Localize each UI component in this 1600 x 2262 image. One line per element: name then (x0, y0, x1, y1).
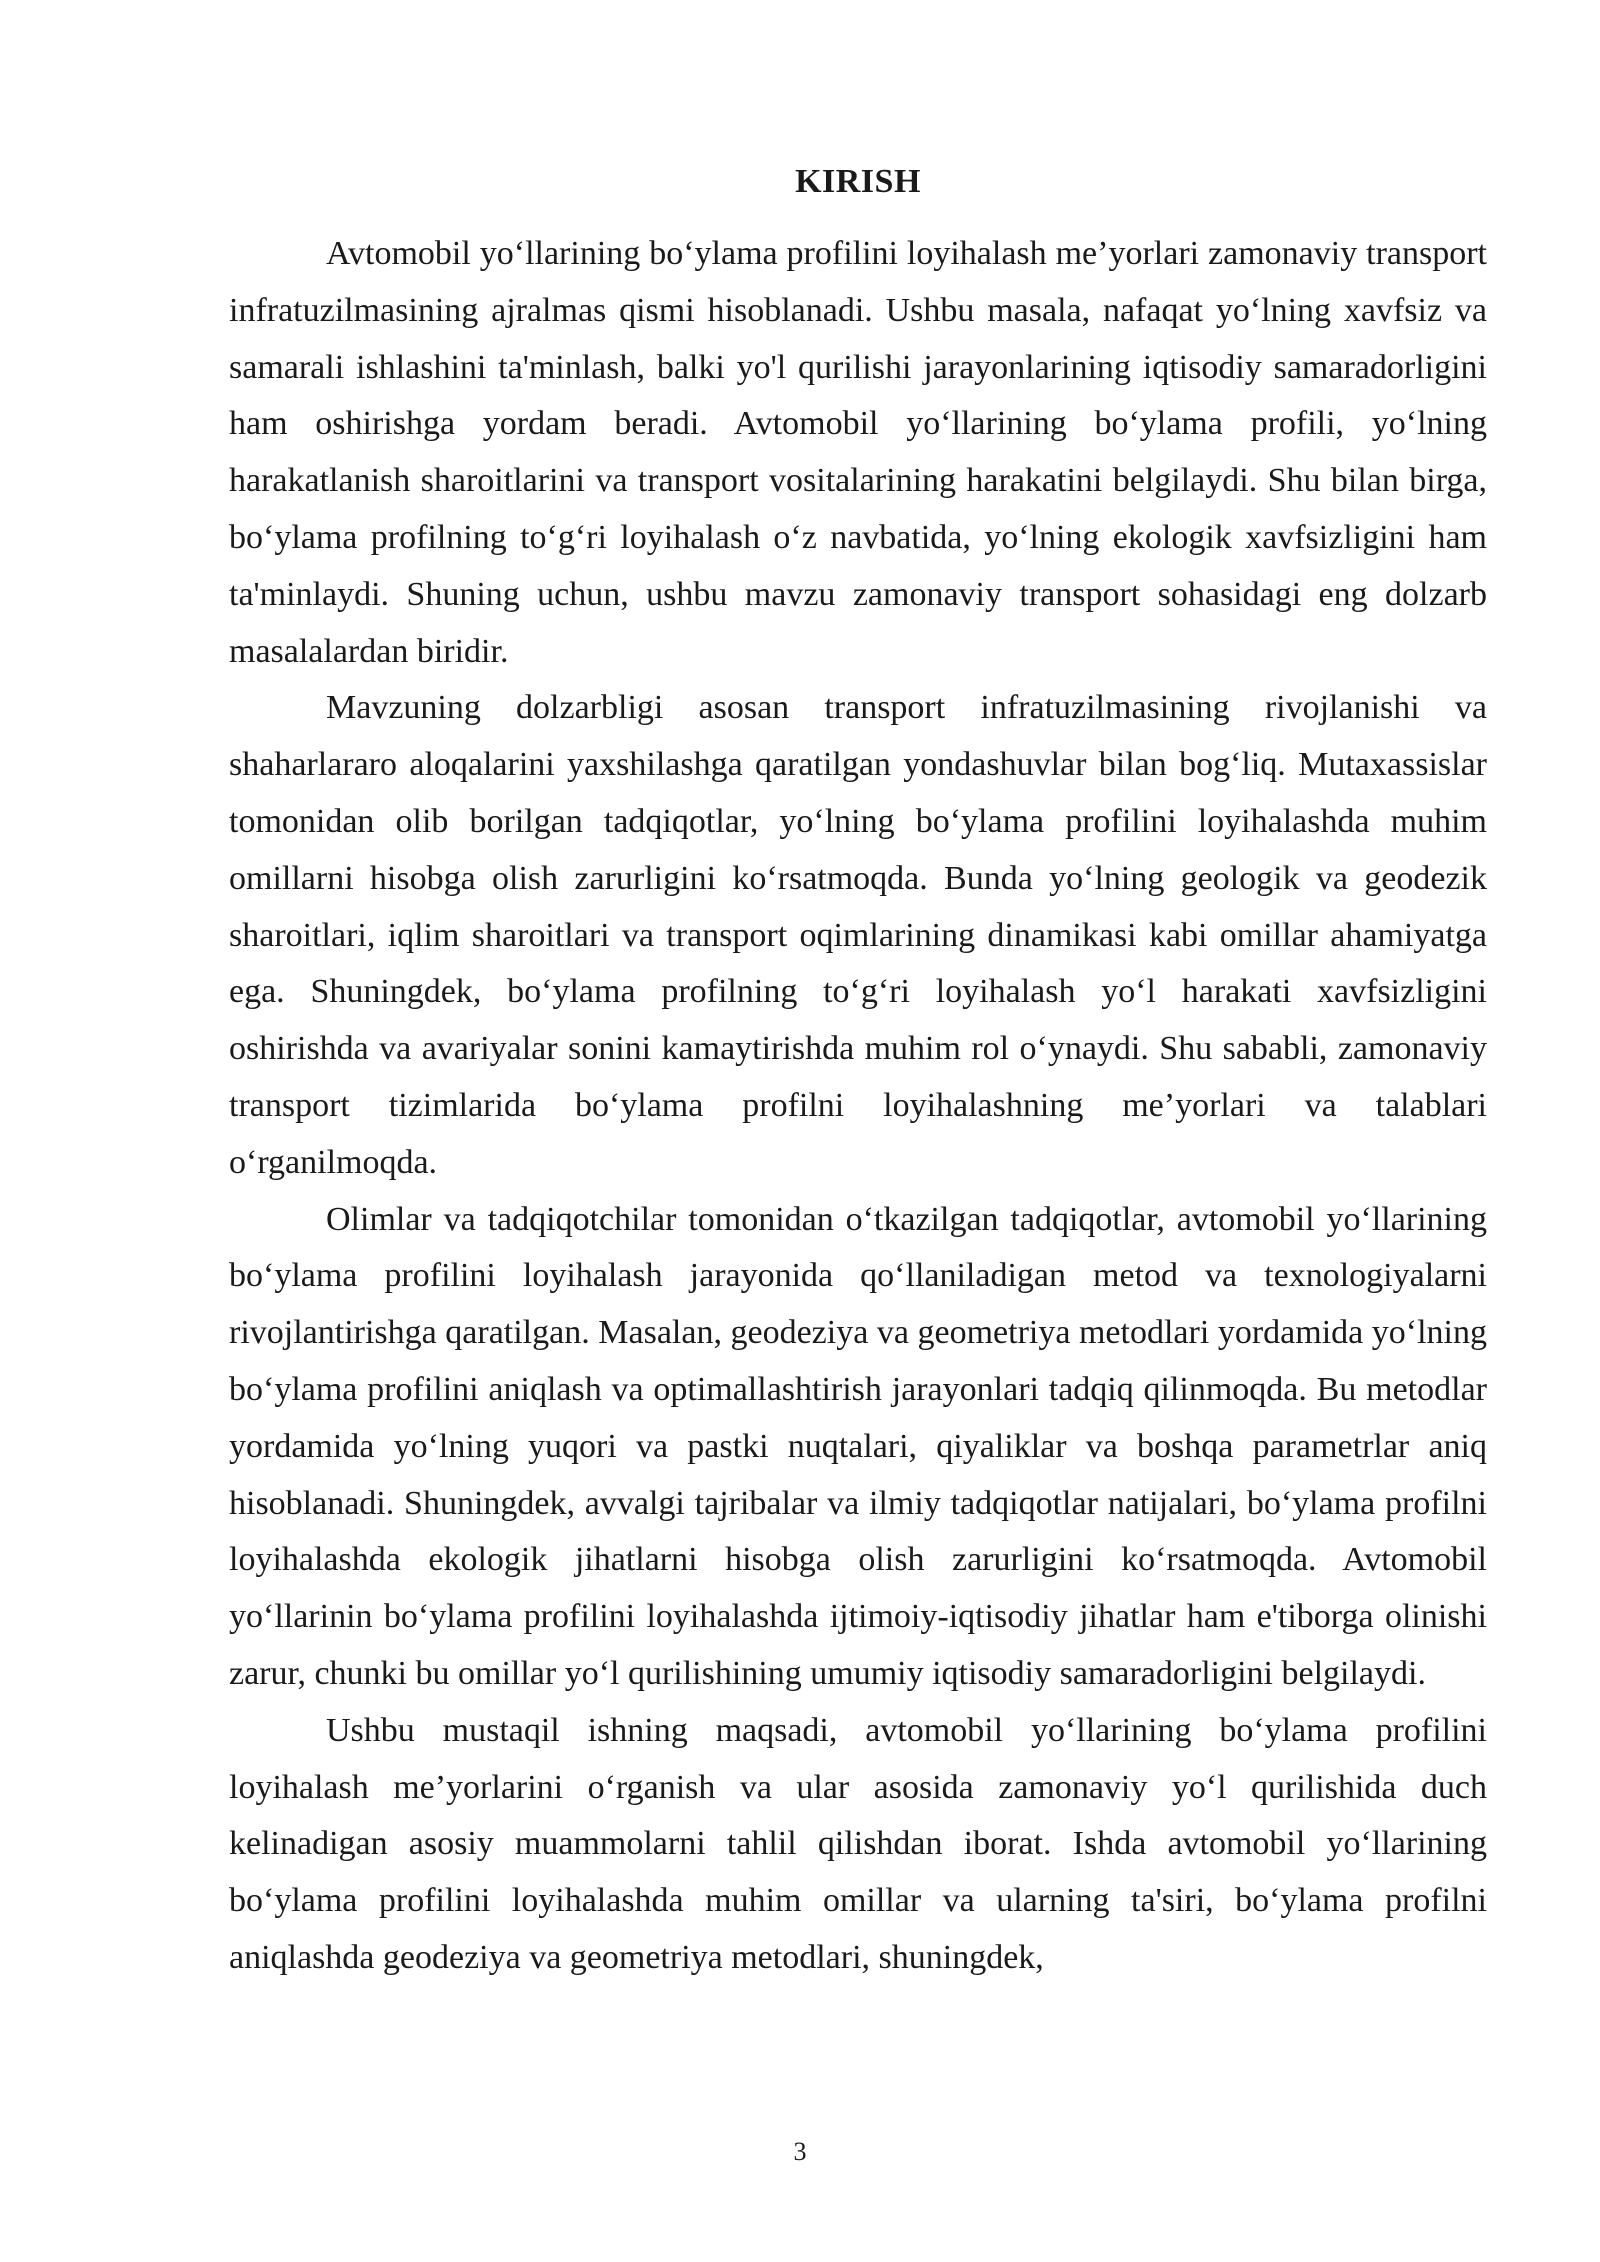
section-title: KIRISH (795, 163, 921, 200)
page-number: 3 (793, 2137, 807, 2166)
paragraph-1: Avtomobil yo‘llarining bo‘ylama profilini loyihalash me’yorlari zamonaviy transport infratuzilmasining ajralmas qismi hisoblanadi. Ushbu masala, nafaqat yo‘lning xavfsiz va samarali ishlashini ta'minlash, balki yo'l qurilishi jarayonlarining iqtisodiy samaradorligini ham oshirishga yordam beradi. Avtomobil yo‘llarining bo‘ylama profili, yo‘lning harakatlanish sharoitlarini va transport vositalarining harakatini belgilaydi. Shu bilan birga, bo‘ylama profilning to‘g‘ri loyihalash o‘z navbatida, yo‘lning ekologik xavfsizligini ham ta'minlaydi. Shuning uchun, ushbu mavzu zamonaviy transport sohasidagi eng dolzarb masalalardan biridir. (229, 235, 1487, 670)
paragraph-4: Ushbu mustaqil ishning maqsadi, avtomobil yo‘llarining bo‘ylama profilini loyihalash me’yorlarini o‘rganish va ular asosida zamonaviy yo‘l qurilishida duch kelinadigan asosiy muammolarni tahlil qilishdan iborat. Ishda avtomobil yo‘llarining bo‘ylama profilini loyihalashda muhim omillar va ularning ta'siri, bo‘ylama profilni aniqlashda geodeziya va geometriya metodlari, shuningdek, (229, 1711, 1487, 1976)
paragraph-2: Mavzuning dolzarbligi asosan transport infratuzilmasining rivojlanishi va shaharlararo aloqalarini yaxshilashga qaratilgan yondashuvlar bilan bog‘liq. Mutaxassislar tomonidan olib borilgan tadqiqotlar, yo‘lning bo‘ylama profilini loyihalashda muhim omillarni hisobga olish zarurligini ko‘rsatmoqda. Bunda yo‘lning geologik va geodezik sharoitlari, iqlim sharoitlari va transport oqimlarining dinamikasi kabi omillar ahamiyatga ega. Shuningdek, bo‘ylama profilning to‘g‘ri loyihalash yo‘l harakati xavfsizligini oshirishda va avariyalar sonini kamaytirishda muhim rol o‘ynaydi. Shu sababli, zamonaviy transport tizimlarida bo‘ylama profilni loyihalashning me’yorlari va talablari o‘rganilmoqda. (229, 689, 1487, 1181)
document-page (229, 160, 1487, 1987)
paragraph-3: Olimlar va tadqiqotchilar tomonidan o‘tkazilgan tadqiqotlar, avtomobil yo‘llarining bo‘ylama profilini loyihalash jarayonida qo‘llaniladigan metod va texnologiyalarni rivojlantirishga qaratilgan. Masalan, geodeziya va geometriya metodlari yordamida yo‘lning bo‘ylama profilini aniqlash va optimallashtirish jarayonlari tadqiq qilinmoqda. Bu metodlar yordamida yo‘lning yuqori va pastki nuqtalari, qiyaliklar va boshqa parametrlar aniq hisoblanadi. Shuningdek, avvalgi tajribalar va ilmiy tadqiqotlar natijalari, bo‘ylama profilni loyihalashda ekologik jihatlarni hisobga olish zarurligini ko‘rsatmoqda. Avtomobil yo‘llarinin bo‘ylama profilini loyihalashda ijtimoiy-iqtisodiy jihatlar ham e'tiborga olinishi zarur, chunki bu omillar yo‘l qurilishining umumiy iqtisodiy samaradorligini belgilaydi. (229, 1200, 1487, 1692)
